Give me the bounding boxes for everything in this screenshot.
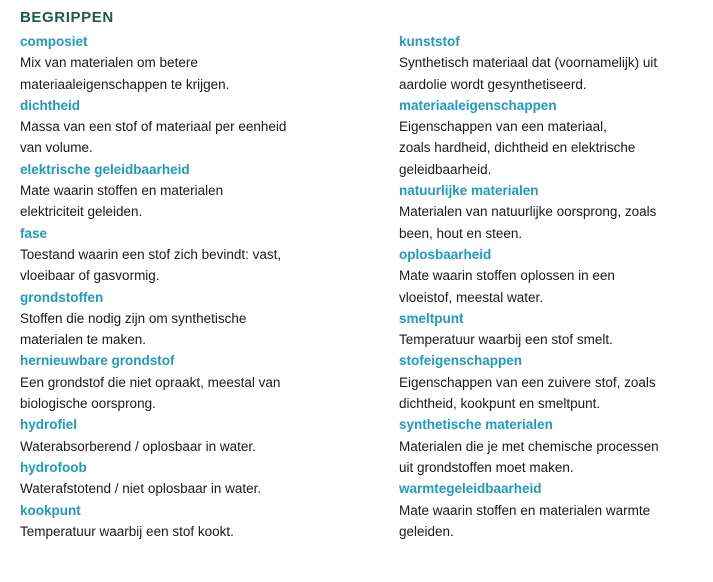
glossary-entry xyxy=(20,287,350,351)
glossary-entry xyxy=(399,414,699,478)
definition-line: Materialen van natuurlijke oorsprong, zoals xyxy=(399,204,657,220)
definition-line: Eigenschappen van een materiaal, xyxy=(399,119,607,135)
definition-line: vloeistof, meestal water. xyxy=(399,289,544,305)
glossary-definition xyxy=(20,478,350,499)
glossary-term: natuurlijke materialen xyxy=(399,183,539,199)
definition-line: zoals hardheid, dichtheid en elektrische xyxy=(399,140,636,156)
definition-line: elektriciteit geleiden. xyxy=(20,204,143,220)
glossary-definition xyxy=(20,436,350,457)
glossary-term: stofeigenschappen xyxy=(399,353,523,369)
glossary-entry xyxy=(399,308,699,351)
glossary-term: materiaaleigenschappen xyxy=(399,97,557,113)
definition-line: materiaaleigenschappen te krijgen. xyxy=(20,76,230,92)
definition-line: Mix van materialen om betere xyxy=(20,55,198,71)
glossary-definition xyxy=(20,116,350,159)
glossary-term: hydrofiel xyxy=(20,417,78,433)
glossary-definition xyxy=(20,372,350,415)
glossary-entry xyxy=(399,478,699,542)
definition-line: geleidbaarheid. xyxy=(399,161,492,177)
glossary-definition xyxy=(399,265,699,308)
definition-line: Toestand waarin een stof zich bevindt: vast, xyxy=(20,246,282,262)
glossary-definition xyxy=(399,436,699,479)
glossary-definition xyxy=(399,201,699,244)
definition-line: vloeibaar of gasvormig. xyxy=(20,268,160,284)
glossary-definition xyxy=(399,52,699,95)
glossary-entry xyxy=(399,244,699,308)
definition-line: Temperatuur waarbij een stof kookt. xyxy=(20,523,234,539)
definition-line: Eigenschappen van een zuivere stof, zoals xyxy=(399,374,656,390)
glossary-term: kookpunt xyxy=(20,502,81,518)
definition-line: Materialen die je met chemische processen xyxy=(399,438,659,454)
definition-line: Mate waarin stoffen oplossen in een xyxy=(399,268,615,284)
glossary-definition xyxy=(20,52,350,95)
glossary-term: fase xyxy=(20,225,48,241)
definition-line: Mate waarin stoffen en materialen xyxy=(20,183,224,199)
glossary-entry xyxy=(20,31,350,95)
glossary-definition xyxy=(20,308,350,351)
page-title: BEGRIPPEN xyxy=(20,9,114,26)
glossary-term: hernieuwbare grondstof xyxy=(20,353,175,369)
definition-line: been, hout en steen. xyxy=(399,225,523,241)
glossary-entry xyxy=(20,414,350,457)
definition-line: aardolie wordt gesynthetiseerd. xyxy=(399,76,587,92)
glossary-entry xyxy=(20,350,350,414)
glossary-definition xyxy=(399,372,699,415)
definition-line: Mate waarin stoffen en materialen warmte xyxy=(399,502,651,518)
glossary-term: elektrische geleidbaarheid xyxy=(20,161,190,177)
glossary-term: warmtegeleidbaarheid xyxy=(399,481,542,497)
definition-line: Massa van een stof of materiaal per eenheid xyxy=(20,119,287,135)
glossary-column-right xyxy=(399,31,699,542)
definition-line: Een grondstof die niet opraakt, meestal van xyxy=(20,374,281,390)
glossary-term: smeltpunt xyxy=(399,310,464,326)
definition-line: Waterabsorberend / oplosbaar in water. xyxy=(20,438,256,454)
glossary-entry xyxy=(20,159,350,223)
glossary-term: kunststof xyxy=(399,34,460,49)
definition-line: Stoffen die nodig zijn om synthetische xyxy=(20,310,247,326)
definition-line: Temperatuur waarbij een stof smelt. xyxy=(399,332,613,348)
glossary-term: composiet xyxy=(20,34,88,49)
glossary-definition xyxy=(399,116,699,180)
glossary-term: grondstoffen xyxy=(20,289,104,305)
definition-line: uit grondstoffen moet maken. xyxy=(399,459,574,475)
glossary-entry xyxy=(20,500,350,543)
glossary-definition xyxy=(20,521,350,542)
glossary-entry xyxy=(399,350,699,414)
definition-line: Synthetisch materiaal dat (voornamelijk) uit xyxy=(399,55,658,71)
definition-line: dichtheid, kookpunt en smeltpunt. xyxy=(399,396,601,412)
glossary-entry xyxy=(20,95,350,159)
glossary-term: hydrofoob xyxy=(20,459,87,475)
glossary-term: dichtheid xyxy=(20,97,80,113)
glossary-term: synthetische materialen xyxy=(399,417,553,433)
glossary-entry xyxy=(20,457,350,500)
glossary-definition xyxy=(399,500,699,543)
glossary-entry xyxy=(20,223,350,287)
glossary-definition xyxy=(399,329,699,350)
definition-line: geleiden. xyxy=(399,523,454,539)
definition-line: materialen te maken. xyxy=(20,332,147,348)
glossary-term: oplosbaarheid xyxy=(399,246,492,262)
glossary-entry xyxy=(399,31,699,95)
glossary-definition xyxy=(20,180,350,223)
glossary-entry xyxy=(399,180,699,244)
glossary-definition xyxy=(20,244,350,287)
definition-line: Waterafstotend / niet oplosbaar in water. xyxy=(20,481,262,497)
glossary-entry xyxy=(399,95,699,180)
glossary-column-left xyxy=(20,31,350,542)
definition-line: biologische oorsprong. xyxy=(20,396,156,412)
definition-line: van volume. xyxy=(20,140,93,156)
